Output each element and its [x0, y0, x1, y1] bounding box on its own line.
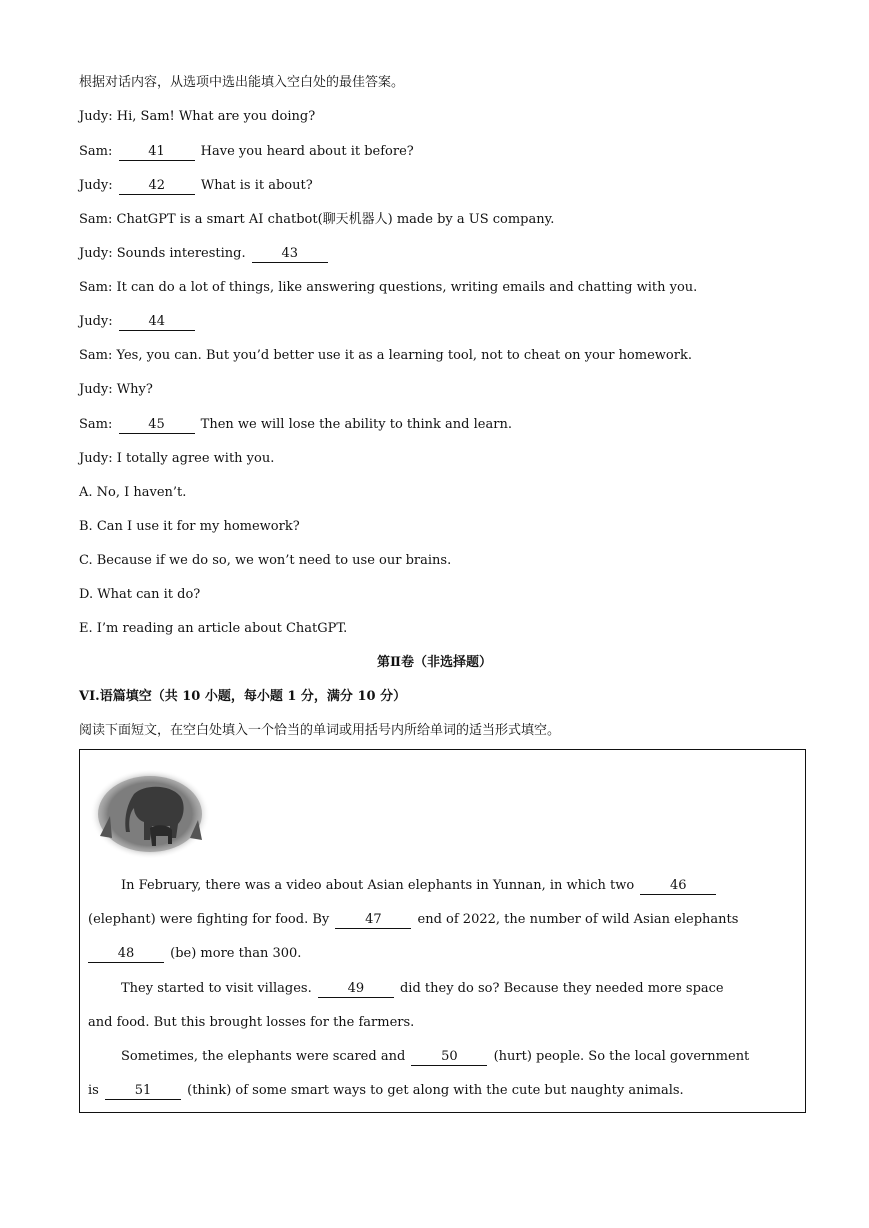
answer-blank-43[interactable]: 43: [252, 246, 328, 263]
passage-text: They started to visit villages.: [121, 981, 312, 996]
dialogue-line-5: [79, 245, 330, 263]
dialogue-line-6: [79, 279, 697, 297]
speaker: Judy:: [79, 246, 113, 261]
speaker: Sam:: [79, 212, 113, 227]
passage-text: Sometimes, the elephants were scared and: [121, 1049, 406, 1064]
section-title: VI.语篇填空（共 10 小题，每小题 1 分，满分 10 分）: [79, 689, 407, 704]
answer-blank-49[interactable]: 49: [318, 981, 394, 998]
line-text: Why?: [116, 382, 153, 397]
option-c: C. Because if we do so, we won’t need to use our brains.: [79, 553, 452, 568]
option-e: E. I’m reading an article about ChatGPT.: [79, 621, 348, 636]
speaker: Sam:: [79, 280, 113, 295]
passage-text: (hurt) people. So the local government: [493, 1049, 750, 1064]
passage-line-3: [88, 945, 301, 963]
line-text: Hi, Sam! What are you doing?: [116, 109, 316, 124]
passage-line-4: [121, 980, 724, 998]
answer-blank-50[interactable]: 50: [411, 1049, 487, 1066]
speaker: Sam:: [79, 417, 113, 432]
passage-line-7: [88, 1082, 684, 1100]
passage-line-1: [121, 877, 718, 895]
dialogue-line-10: [79, 416, 512, 434]
passage-text: is: [88, 1083, 99, 1098]
answer-blank-47[interactable]: 47: [335, 912, 411, 929]
speaker: Judy:: [79, 382, 113, 397]
answer-blank-42[interactable]: 42: [119, 178, 195, 195]
dialogue-line-4: [79, 211, 554, 229]
passage-text: In February, there was a video about Asian elephants in Yunnan, in which two: [121, 878, 635, 893]
line-text: ChatGPT is a smart AI chatbot(聊天机器人) made by a US company.: [116, 212, 555, 227]
passage-text: did they do so? Because they needed more space: [399, 981, 724, 996]
passage-line-5: [88, 1014, 414, 1032]
line-text: It can do a lot of things, like answering questions, writing emails and chatting with you.: [116, 280, 698, 295]
answer-blank-45[interactable]: 45: [119, 417, 195, 434]
line-text: Then we will lose the ability to think and learn.: [200, 417, 512, 432]
line-text: Have you heard about it before?: [200, 144, 414, 159]
dialogue-line-8: [79, 347, 692, 365]
speaker: Judy:: [79, 178, 113, 193]
answer-blank-46[interactable]: 46: [640, 878, 716, 895]
speaker: Judy:: [79, 451, 113, 466]
passage-line-6: [121, 1048, 749, 1066]
answer-blank-41[interactable]: 41: [119, 144, 195, 161]
elephants-photo: [90, 766, 212, 862]
dialogue-line-1: [79, 108, 315, 126]
option-d: D. What can it do?: [79, 587, 201, 602]
speaker: Sam:: [79, 144, 113, 159]
passage-text: end of 2022, the number of wild Asian elephants: [417, 912, 739, 927]
option-b: B. Can I use it for my homework?: [79, 519, 300, 534]
passage-text: (elephant) were fighting for food. By: [88, 912, 330, 927]
section-instruction: 阅读下面短文，在空白处填入一个恰当的单词或用括号内所给单词的适当形式填空。: [79, 723, 561, 738]
line-text: What is it about?: [200, 178, 313, 193]
answer-blank-48[interactable]: 48: [88, 946, 164, 963]
dialogue-line-3: [79, 177, 313, 195]
passage-text: (be) more than 300.: [170, 946, 302, 961]
passage-text: and food. But this brought losses for the farmers.: [88, 1015, 415, 1030]
speaker: Judy:: [79, 314, 113, 329]
dialogue-line-2: [79, 143, 414, 161]
speaker: Judy:: [79, 109, 113, 124]
part-title: 第Ⅱ卷（非选择题）: [377, 655, 492, 670]
line-text: Sounds interesting.: [116, 246, 246, 261]
instruction-text: 根据对话内容，从选项中选出能填入空白处的最佳答案。: [79, 75, 405, 90]
speaker: Sam:: [79, 348, 113, 363]
dialogue-line-9: [79, 381, 153, 399]
passage-text: (think) of some smart ways to get along with the cute but naughty animals.: [187, 1083, 684, 1098]
dialogue-line-11: [79, 450, 274, 468]
line-text: I totally agree with you.: [116, 451, 275, 466]
dialogue-line-7: [79, 313, 197, 331]
answer-blank-44[interactable]: 44: [119, 314, 195, 331]
option-a: A. No, I haven’t.: [79, 485, 187, 500]
answer-blank-51[interactable]: 51: [105, 1083, 181, 1100]
line-text: Yes, you can. But you’d better use it as a learning tool, not to cheat on your homework.: [116, 348, 692, 363]
passage-line-2: [88, 911, 738, 929]
